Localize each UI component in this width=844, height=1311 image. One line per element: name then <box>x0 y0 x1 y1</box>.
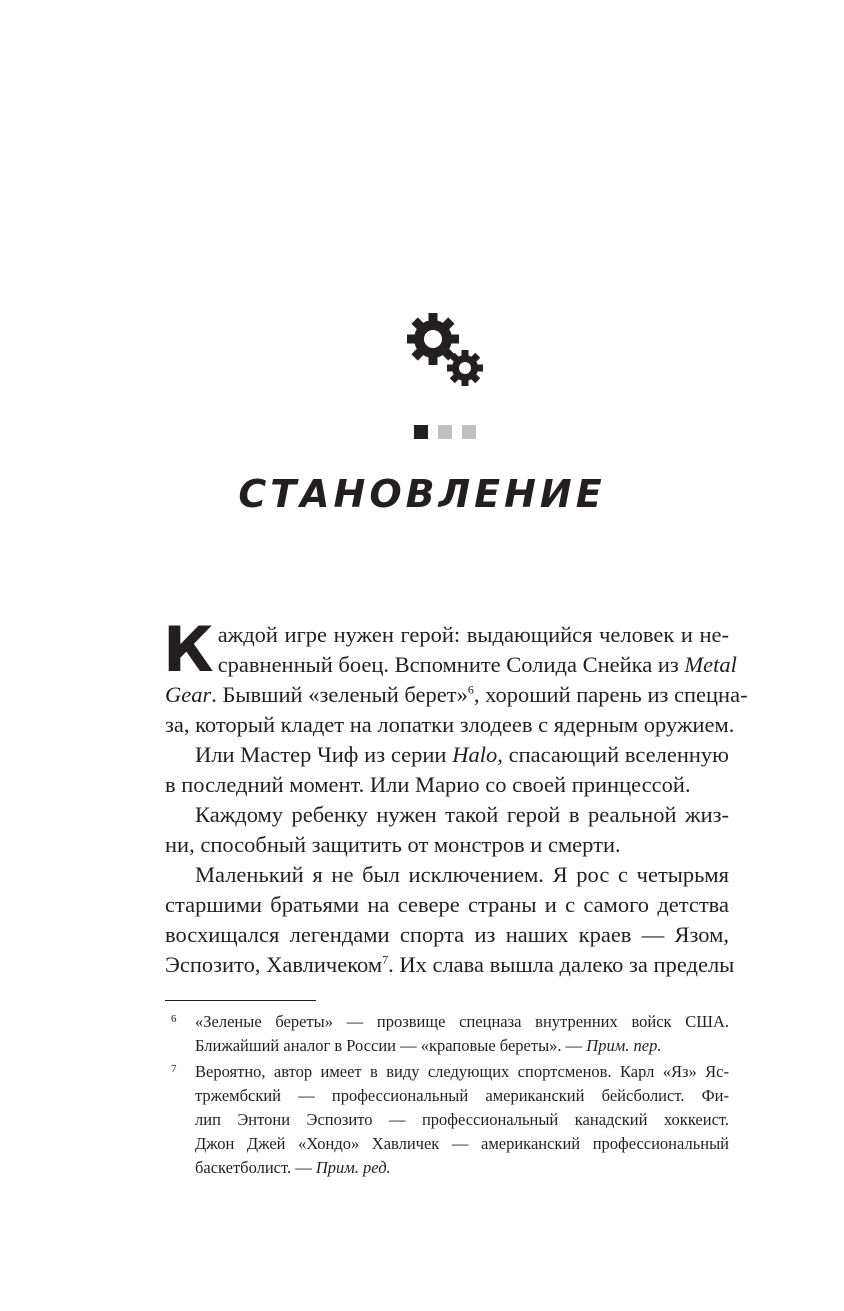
text-line: аждой игре нужен герой: выдающийся человек и не- <box>217 622 729 647</box>
text-line: сравненный боец. Вспомните Солида Снейка из Metal <box>217 652 737 677</box>
footnote-line: «Зеленые береты» — прозвище спецназа внутренних войск США. <box>195 1012 729 1031</box>
chapter-title: СТАНОВЛЕНИЕ <box>238 472 606 516</box>
body-text <box>163 613 748 980</box>
dot-active <box>414 425 428 439</box>
text-line: старшими братьями на севере страны и с самого детства <box>165 892 729 917</box>
dot-inactive <box>462 425 476 439</box>
footnotes <box>165 1010 729 1182</box>
footnote-line: Джон Джей «Хондо» Хавличек — американский профессиональный <box>195 1134 729 1153</box>
section-dots <box>414 425 476 439</box>
footnote-line: Ближайший аналог в России — «краповые береты». — Прим. пер. <box>195 1036 662 1055</box>
text-line: восхищался легендами спорта из наших краев — Язом, <box>165 922 729 947</box>
text-line: Маленький я не был исключением. Я рос с четырьмя <box>195 862 729 887</box>
footnote-line: лип Энтони Эспозито — профессиональный канадский хоккеист. <box>195 1110 729 1129</box>
text-line: за, который кладет на лопатки злодеев с ядерным оружием. <box>165 712 735 737</box>
text-line: Или Мастер Чиф из серии Halo, спасающий вселенную <box>195 742 729 767</box>
footnote-ref[interactable]: 7 <box>382 952 389 967</box>
text-line: в последний момент. Или Марио со своей принцессой. <box>165 772 691 797</box>
footnote-6 <box>165 1010 729 1058</box>
footnote-separator <box>165 1000 316 1001</box>
footnote-ref[interactable]: 6 <box>467 682 474 697</box>
footnote-line: баскетболист. — Прим. ред. <box>195 1158 391 1177</box>
paragraph-4 <box>165 860 735 980</box>
gears-icon <box>404 310 488 390</box>
text-line: Gear. Бывший «зеленый берет»$^6$, хороший парень из спецна- <box>165 682 748 707</box>
text-line: Эспозито, Хавличеком$^7$. Их слава вышла далеко за пределы <box>165 952 735 977</box>
footnote-line: Вероятно, автор имеет в виду следующих спортсменов. Карл «Яз» Яс- <box>195 1062 729 1081</box>
footnote-number: 7 <box>171 1063 177 1075</box>
text-line: ни, способный защитить от монстров и смерти. <box>165 832 621 857</box>
footnote-number: 6 <box>171 1013 177 1025</box>
paragraph-3 <box>165 800 729 860</box>
text-line: Каждому ребенку нужен такой герой в реальной жиз- <box>195 802 729 827</box>
paragraph-2 <box>165 740 729 800</box>
footnote-line: тржембский — профессиональный американский бейсболист. Фи- <box>195 1086 729 1105</box>
drop-cap: К <box>163 613 214 686</box>
dot-inactive <box>438 425 452 439</box>
footnote-7 <box>165 1060 729 1180</box>
paragraph-1 <box>163 613 748 740</box>
